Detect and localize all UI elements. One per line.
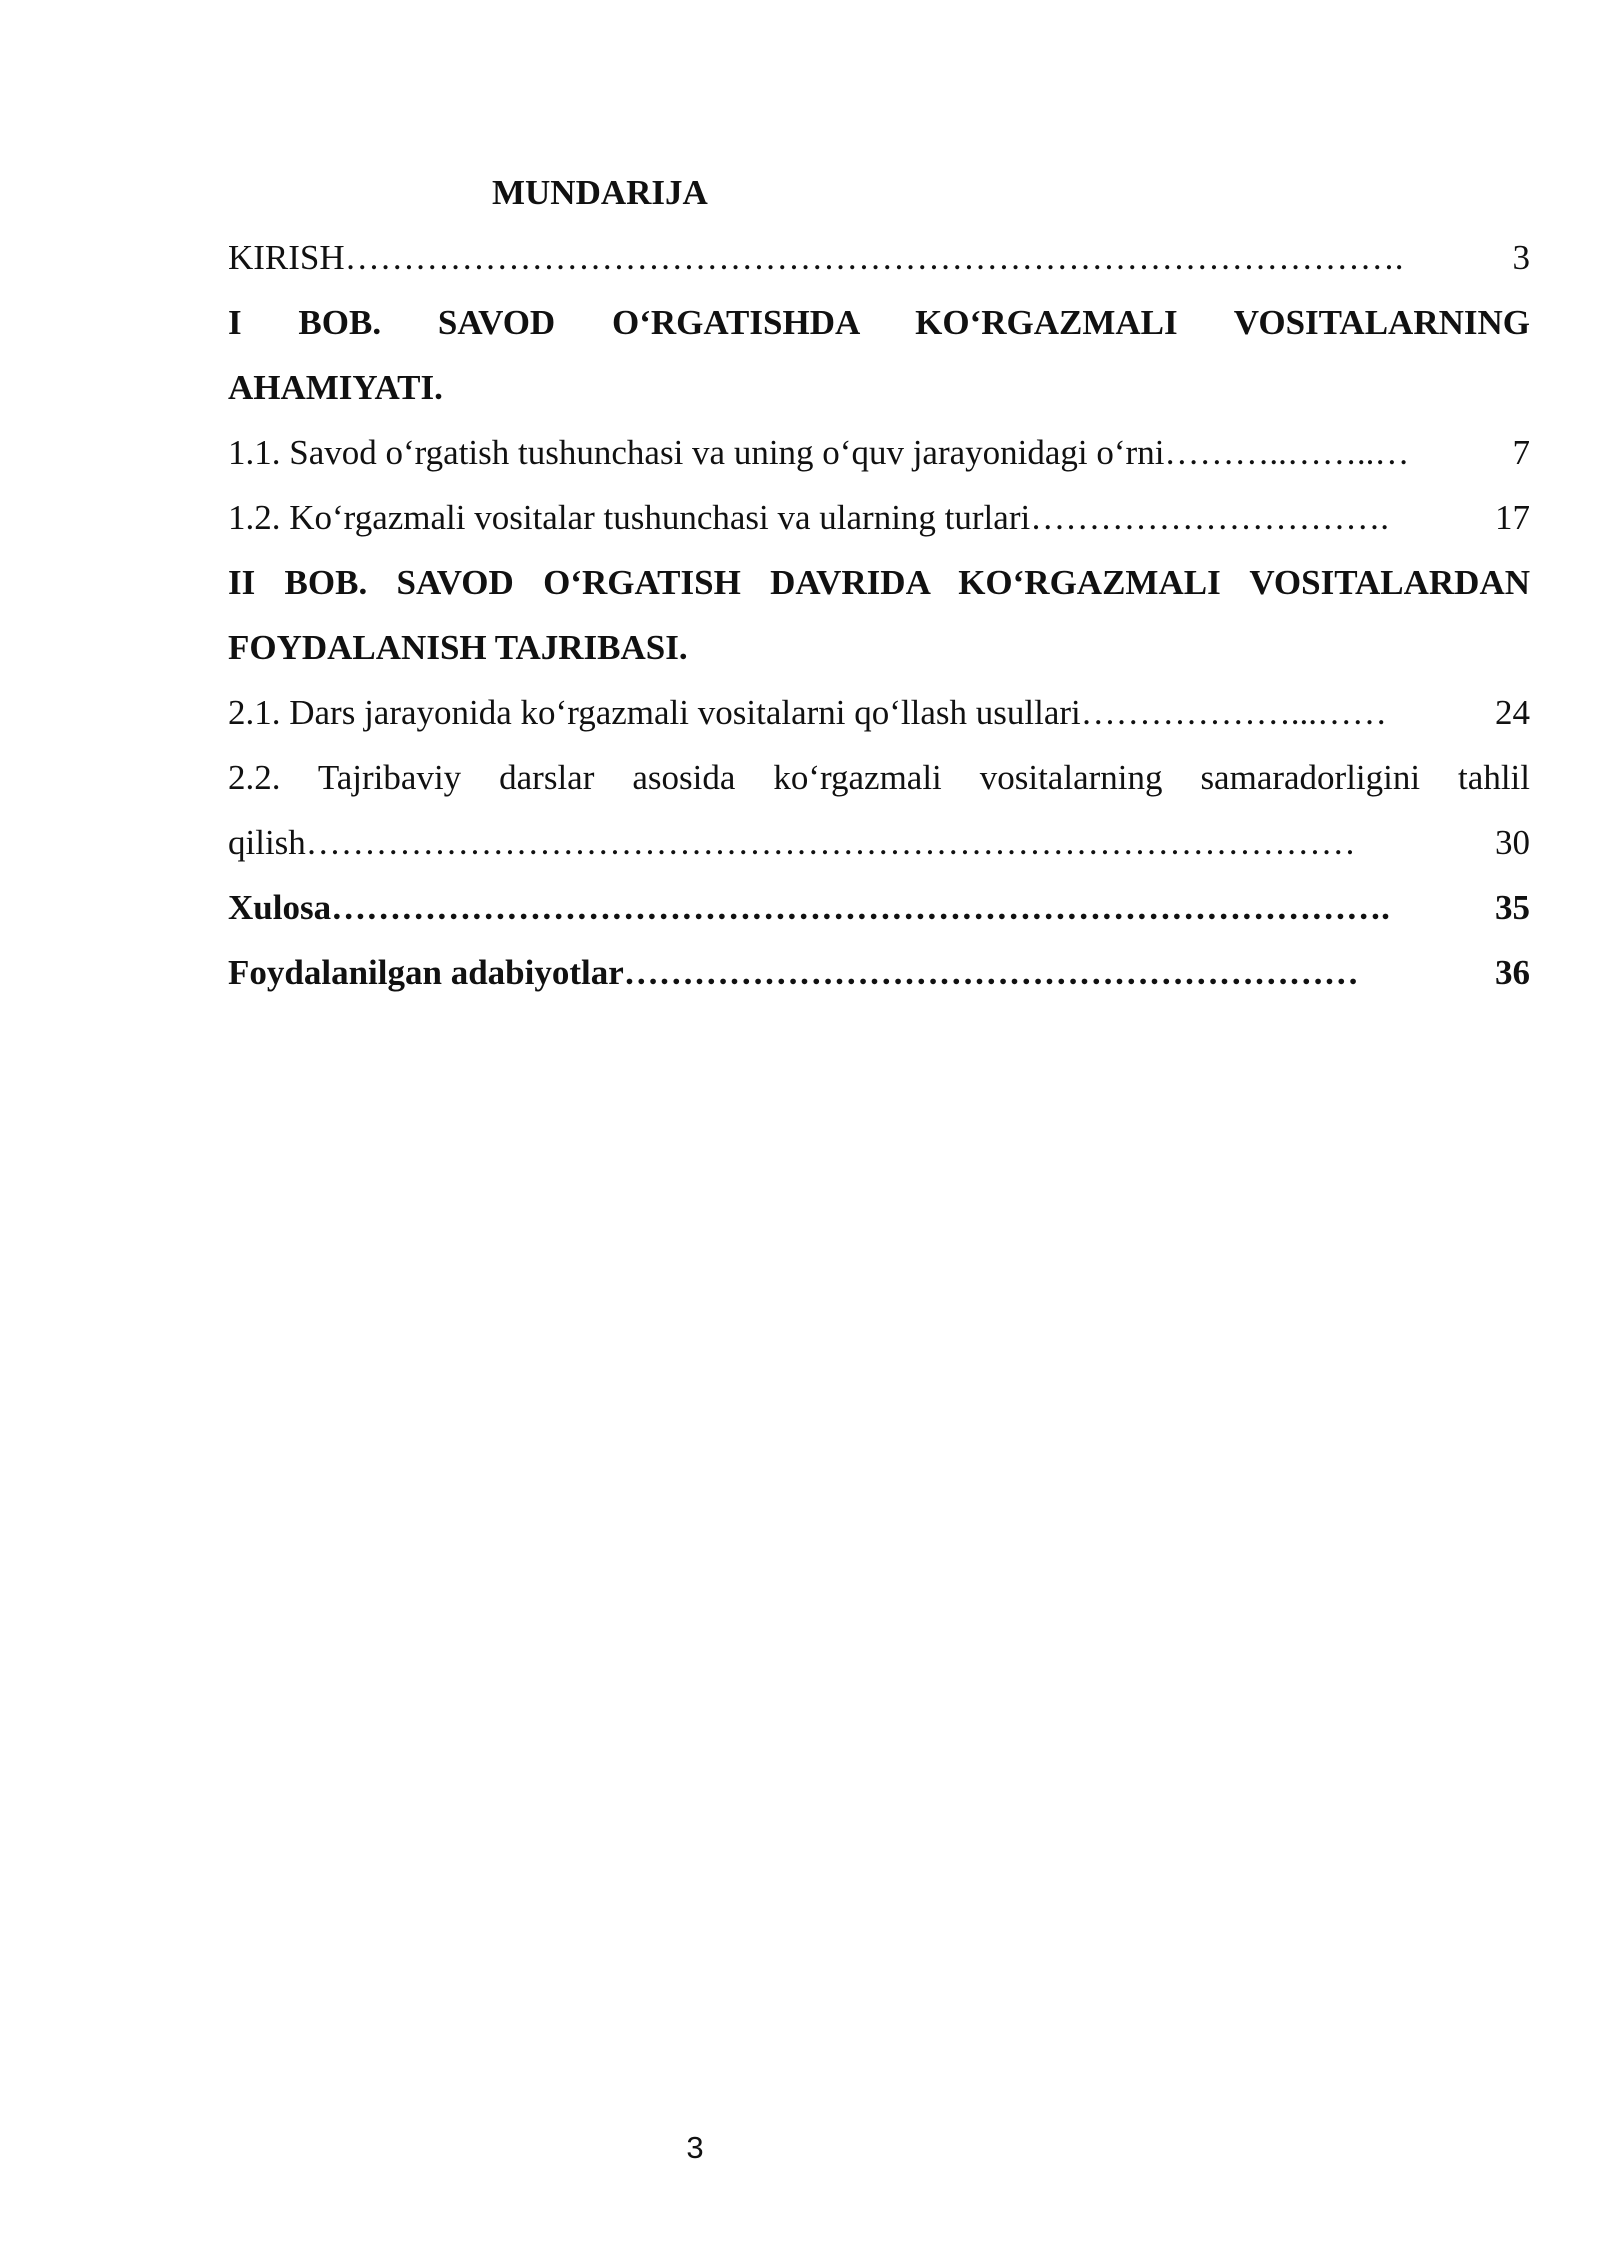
toc-leader-dots: ………………………………………………………………………………. — [331, 888, 1390, 927]
toc-entry-label: Foydalanilgan adabiyotlar — [228, 953, 624, 992]
toc-leader-dots: ……………………………………………………… — [623, 953, 1359, 992]
toc-chapter-1-line-1: I BOB. SAVOD O‘RGATISHDA KO‘RGAZMALI VOSITALARNING — [228, 303, 1530, 342]
toc-chapter-2-line-2: FOYDALANISH TAJRIBASI. — [228, 628, 688, 667]
toc-entry-adabiyotlar — [228, 940, 1530, 1005]
toc-entry-xulosa — [228, 875, 1530, 940]
toc-leader-dots: ………………………………………………………………………………. — [344, 238, 1404, 277]
toc-entry-kirish — [228, 225, 1530, 290]
toc-chapter-1-line-2: AHAMIYATI. — [228, 368, 443, 407]
toc-page-number: 3 — [1512, 238, 1530, 277]
toc-leader-dots: ……………………………………………………………………………… — [305, 823, 1356, 862]
toc-entry-label: qilish — [228, 823, 306, 862]
toc-chapter-2-line-1: II BOB. SAVOD O‘RGATISH DAVRIDA KO‘RGAZMALI VOSITALARDAN — [228, 563, 1530, 602]
toc-entry-label: KIRISH — [228, 238, 345, 277]
toc-page-number: 30 — [1495, 823, 1530, 862]
toc-page-number: 7 — [1512, 433, 1530, 472]
toc-page-number: 17 — [1495, 498, 1530, 537]
toc-page-number: 24 — [1495, 693, 1530, 732]
toc-page-number: 35 — [1495, 888, 1530, 927]
toc-entry-1-1 — [228, 420, 1530, 485]
toc-title: MUNDARIJA — [492, 173, 708, 212]
toc-entry-1-2 — [228, 485, 1530, 550]
toc-entry-label: 1.1. Savod o‘rgatish tushunchasi va uning o‘quv jarayonidagi o‘rni — [228, 433, 1165, 472]
toc-entry-2-1 — [228, 680, 1530, 745]
page-number-footer: 3 — [686, 2130, 704, 2165]
toc-leader-dots: …………………………. — [1030, 498, 1389, 537]
toc-entry-label: Xulosa — [228, 888, 332, 927]
table-of-contents — [228, 160, 1530, 1005]
toc-entry-2-2-line-2 — [228, 810, 1530, 875]
toc-page-number: 36 — [1495, 953, 1530, 992]
toc-leader-dots: ………………...…… — [1080, 693, 1387, 732]
toc-leader-dots: ………..……..… — [1164, 433, 1410, 472]
toc-entry-label: 1.2. Ko‘rgazmali vositalar tushunchasi va ularning turlari — [228, 498, 1031, 537]
toc-entry-2-2-line-1: 2.2. Tajribaviy darslar asosida ko‘rgazmali vositalarning samaradorligini tahlil — [228, 758, 1530, 797]
toc-entry-label: 2.1. Dars jarayonida ko‘rgazmali vositalarni qo‘llash usullari — [228, 693, 1081, 732]
